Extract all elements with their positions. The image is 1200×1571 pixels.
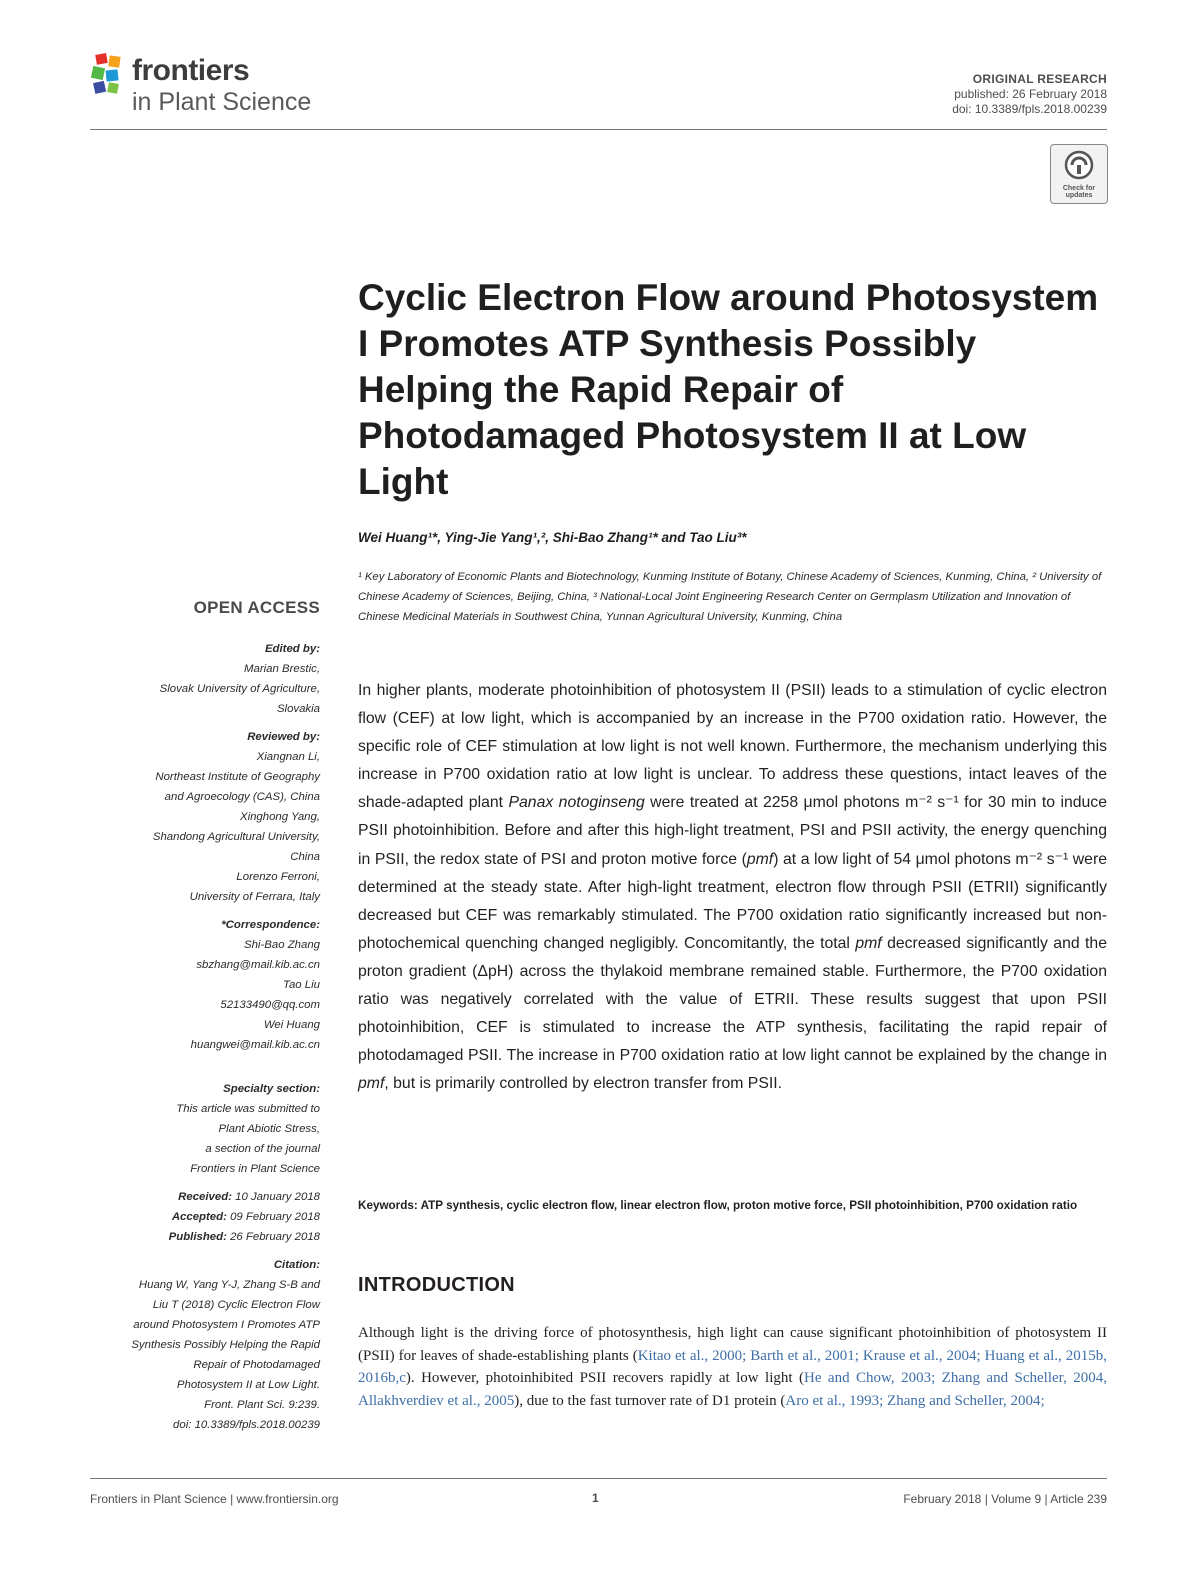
published-label: Published:	[168, 1231, 227, 1243]
intro-text: ). However, photoinhibited PSII recovers rapidly at low light (	[405, 1370, 804, 1386]
article-doi[interactable]: doi: 10.3389/fpls.2018.00239	[952, 102, 1107, 116]
specialty-line: Frontiers in Plant Science	[190, 1163, 320, 1175]
correspondence-email[interactable]: sbzhang@mail.kib.ac.cn	[196, 959, 320, 971]
sidebar-dates	[90, 1187, 320, 1247]
correspondence-name: Tao Liu	[283, 979, 320, 991]
received-date	[90, 1187, 320, 1207]
correspondence-email[interactable]: 52133490@qq.com	[220, 999, 320, 1011]
intro-text: ), due to the fast turnover rate of D1 protein (	[514, 1392, 786, 1409]
pmf-term: pmf	[855, 934, 882, 952]
check-for-updates-line1: Check for	[1062, 185, 1096, 192]
footer-issue-info: February 2018 | Volume 9 | Article 239	[903, 1492, 1107, 1506]
specialty-line: Plant Abiotic Stress,	[218, 1123, 320, 1135]
footer-rule	[90, 1478, 1107, 1479]
reviewer-line: China	[290, 851, 320, 863]
citation-line: around Photosystem I Promotes ATP	[133, 1319, 320, 1331]
accepted-label: Accepted:	[171, 1211, 227, 1223]
keywords-list: ATP synthesis, cyclic electron flow, linear electron flow, proton motive force, PSII photoinhibition, P700 oxidation ratio	[417, 1199, 1078, 1212]
abstract-text: were treated at 2258 μmol photons m⁻² s⁻¹ for 30 min to induce PSII photoinhibition. Before and after this high-light treatment, PSI and PSII activity, the energy quenching in PSII, the redox state of PSI and proton motive force (	[358, 794, 1107, 868]
published-date-sidebar	[90, 1227, 320, 1247]
citation-doi[interactable]: doi: 10.3389/fpls.2018.00239	[173, 1419, 320, 1431]
article-title: Cyclic Electron Flow around Photosystem I Promotes ATP Synthesis Possibly Helping the Rapid Repair of Photodamaged Photosystem II at Low Light	[358, 277, 1099, 502]
specialty-line: a section of the journal	[205, 1143, 320, 1155]
pmf-term: pmf	[746, 850, 774, 868]
received-label: Received:	[178, 1191, 232, 1203]
reviewer-line: Shandong Agricultural University,	[152, 831, 320, 843]
frontiers-logo-icon	[90, 52, 130, 98]
sidebar-correspondence	[90, 915, 320, 1055]
introduction-text	[358, 1322, 1107, 1412]
citation-link[interactable]: Kitao et al., 2000; Barth et al., 2001; Krause et al., 2004; Huang et al., 2015b, 2016b,c	[358, 1347, 1107, 1386]
reviewer-line: Xinghong Yang,	[239, 811, 320, 823]
abstract-text: ) at a low light of 54 μmol photons m⁻² s⁻¹ were determined at the steady state. After high-light treatment, electron flow through PSII (ETRII) significantly decreased but CEF was remarkably stimulated. The P700 oxidation ratio significantly increased but non-photochemical quenching changed negligibly. Concomitantly, the total	[358, 850, 1107, 952]
page-number: 1	[592, 1491, 599, 1505]
accepted-value: 09 February 2018	[226, 1211, 320, 1223]
abstract-text: In higher plants, moderate photoinhibition of photosystem II (PSII) leads to a stimulation of cyclic electron flow (CEF) at low light, which is accompanied by an increase in the P700 oxidation ratio. However, the specific role of CEF stimulation at low light is not well known. Furthermore, the mechanism underlying this increase in P700 oxidation ratio at low light is unclear. To address these questions, intact leaves of the shade-adapted plant	[358, 682, 1107, 812]
citation-line: Photosystem II at Low Light.	[176, 1379, 320, 1391]
citation-line: Liu T (2018) Cyclic Electron Flow	[152, 1299, 320, 1311]
citation-line: Huang W, Yang Y-J, Zhang S-B and	[138, 1279, 320, 1291]
journal-name-subtitle: in Plant Science	[132, 88, 312, 116]
accepted-date	[90, 1207, 320, 1227]
affiliations: ¹ Key Laboratory of Economic Plants and Biotechnology, Kunming Institute of Botany, Chinese Academy of Sciences, Kunming, China, ² University of Chinese Academy of Sciences, Beijing, China, ³ National-Local Joint Engineering Research Center on Germplasm Utilization and Innovation of Chinese Medicinal Materials in Southwest China, Yunnan Agricultural University, Kunming, China	[358, 571, 1102, 623]
published-value: 26 February 2018	[226, 1231, 320, 1243]
reviewer-line: Xiangnan Li,	[256, 751, 320, 763]
citation-link[interactable]: Aro et al., 1993; Zhang and Scheller, 2004;	[785, 1392, 1045, 1409]
check-for-updates-line2: updates	[1065, 192, 1093, 199]
journal-logo[interactable]	[90, 52, 330, 122]
specialty-line: This article was submitted to	[176, 1103, 320, 1115]
article-meta-header	[952, 72, 1107, 117]
sidebar-specialty-section	[90, 1079, 320, 1179]
specialty-heading: Specialty section:	[223, 1083, 320, 1095]
reviewer-line: Lorenzo Ferroni,	[236, 871, 320, 883]
keywords	[358, 1196, 1107, 1216]
editor-line: Slovak University of Agriculture,	[159, 683, 320, 695]
footer-journal-link[interactable]: Frontiers in Plant Science | www.frontiersin.org	[90, 1492, 339, 1506]
keywords-label: Keywords:	[358, 1199, 418, 1212]
intro-text: Although light is the driving force of photosynthesis, high light can cause significant photoinhibition of photosystem II (PSII) for leaves of shade-establishing plants (	[358, 1325, 1107, 1364]
article-type: ORIGINAL RESEARCH	[972, 72, 1107, 86]
citation-line: Synthesis Possibly Helping the Rapid	[131, 1339, 320, 1351]
reviewer-line: University of Ferrara, Italy	[189, 891, 320, 903]
correspondence-name: Wei Huang	[263, 1019, 320, 1031]
sidebar-reviewed-by	[90, 727, 320, 907]
edited-by-heading: Edited by:	[264, 643, 320, 655]
citation-line: Front. Plant Sci. 9:239.	[204, 1399, 320, 1411]
open-access-label: OPEN ACCESS	[193, 598, 320, 617]
reviewed-by-heading: Reviewed by:	[247, 731, 320, 743]
citation-link[interactable]: He and Chow, 2003; Zhang and Scheller, 2004, Allakhverdiev et al., 2005	[358, 1370, 1108, 1409]
received-value: 10 January 2018	[231, 1191, 320, 1203]
editor-line: Slovakia	[276, 703, 320, 715]
abstract	[358, 677, 1107, 1098]
header-rule	[90, 129, 1107, 130]
introduction-heading: INTRODUCTION	[358, 1274, 515, 1296]
published-date: published: 26 February 2018	[954, 87, 1107, 101]
abstract-text: , but is primarily controlled by electron transfer from PSII.	[384, 1075, 783, 1093]
pmf-term: pmf	[358, 1075, 385, 1093]
sidebar-citation	[90, 1255, 320, 1435]
check-for-updates-badge[interactable]	[1050, 144, 1108, 204]
editor-line: Marian Brestic,	[244, 663, 320, 675]
citation-heading: Citation:	[273, 1259, 320, 1271]
abstract-text: decreased significantly and the proton gradient (ΔpH) across the thylakoid membrane remained stable. Furthermore, the P700 oxidation ratio was negatively correlated with the value of ETRII. These results suggest that upon PSII photoinhibition, CEF is stimulated to increase the ATP synthesis, facilitating the rapid repair of photodamaged PSII. The increase in P700 oxidation ratio at low light cannot be explained by the change in	[358, 934, 1107, 1065]
citation-line: Repair of Photodamaged	[193, 1359, 320, 1371]
journal-name-frontiers: frontiers	[132, 54, 250, 87]
correspondence-email[interactable]: huangwei@mail.kib.ac.cn	[190, 1039, 320, 1051]
check-for-updates-icon	[1064, 150, 1094, 180]
author-list: Wei Huang¹*, Ying-Jie Yang¹,², Shi-Bao Zhang¹* and Tao Liu³*	[358, 530, 747, 545]
sidebar-edited-by	[90, 639, 320, 719]
reviewer-line: Northeast Institute of Geography	[155, 771, 320, 783]
correspondence-heading: *Correspondence:	[221, 919, 320, 931]
correspondence-name: Shi-Bao Zhang	[244, 939, 320, 951]
species-name: Panax notoginseng	[508, 794, 645, 812]
reviewer-line: and Agroecology (CAS), China	[164, 791, 320, 803]
